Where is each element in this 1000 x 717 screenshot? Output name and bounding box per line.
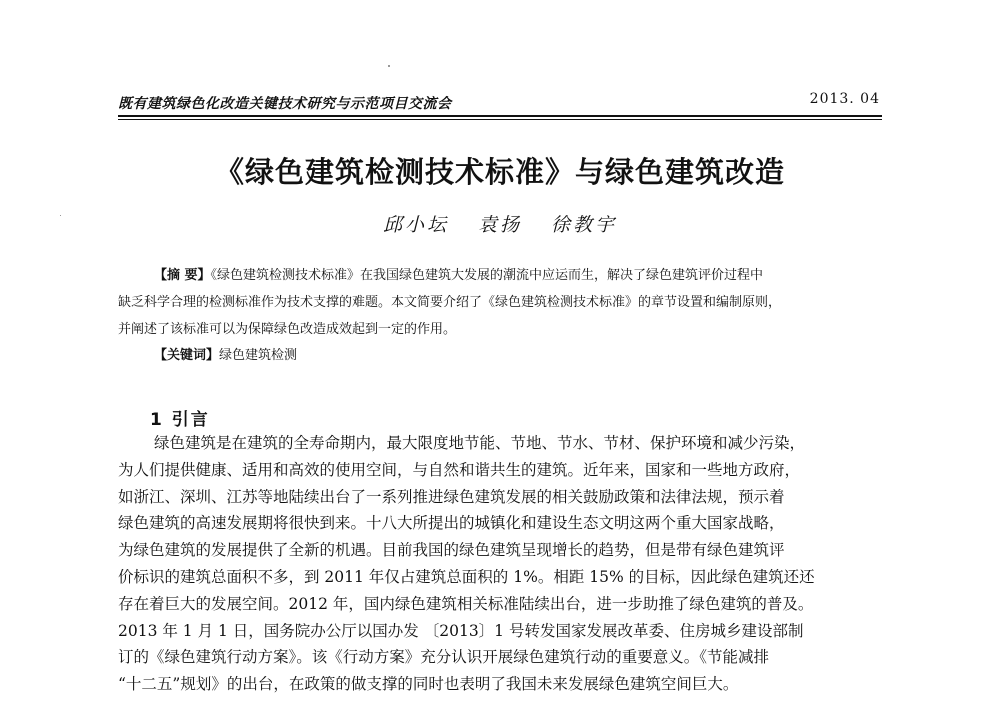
body-line: “十二五”规划》的出台，在政策的做支撑的同时也表明了我国未来发展绿色建筑空间巨大。 — [118, 675, 739, 694]
keywords — [154, 344, 297, 363]
keywords-text: 绿色建筑检测 — [219, 348, 298, 363]
body-line: 2013 年 1 月 1 日，国务院办公厅以国办发 〔2013〕1 号转发国家发展改革委、住房城乡建设部制 — [118, 621, 804, 640]
body-line: 如浙江、深圳、江苏等地陆续出台了一系列推进绿色建筑发展的相关鼓励政策和法律法规，预示着 — [118, 487, 785, 506]
header-rule-thick — [118, 115, 882, 117]
body-line: 存在着巨大的发展空间。2012 年，国内绿色建筑相关标准陆续出台，进一步助推了绿色建筑的普及。 — [118, 594, 814, 613]
author-list: 邱小坛 袁扬 徐教宇 — [382, 214, 618, 236]
section-heading: 1 引言 — [150, 410, 210, 430]
abstract-line — [118, 262, 884, 289]
body-line: 订的《绿色建筑行动方案》。该《行动方案》充分认识开展绿色建筑行动的重要意义。《节能减排 — [118, 648, 770, 667]
abstract-text: 《绿色建筑检测技术标准》在我国绿色建筑大发展的潮流中应运而生，解决了绿色建筑评价过程中 — [210, 268, 764, 283]
header-rule-thin — [118, 119, 882, 120]
abstract-block — [118, 262, 884, 343]
issue-date: 2013. 04 — [809, 91, 880, 107]
body-line: 为人们提供健康、适用和高效的使用空间，与自然和谐共生的建筑。近年来，国家和一些地方政府， — [118, 460, 801, 479]
keywords-label: 【关键词】 — [154, 348, 220, 363]
abstract-line: 缺乏科学合理的检测标准作为技术支撑的难题。本文简要介绍了《绿色建筑检测技术标准》的章节设置和编制原则， — [118, 295, 782, 310]
body-line: 价标识的建筑总面积不多，到 2011 年仅占建筑总面积的 1%。相距 15% 的目标，因此绿色建筑还还 — [118, 567, 815, 586]
scan-speck — [388, 65, 390, 67]
abstract-label: 【摘 要】 — [154, 268, 211, 283]
paper-title: 《绿色建筑检测技术标准》与绿色建筑改造 — [214, 155, 785, 189]
body-line: 为绿色建筑的发展提供了全新的机遇。目前我国的绿色建筑呈现增长的趋势，但是带有绿色建筑评 — [118, 541, 785, 560]
abstract-line: 并阐述了该标准可以为保障绿色改造成效起到一定的作用。 — [118, 322, 457, 337]
body-line: 绿色建筑的高速发展期将很快到来。十八大所提出的城镇化和建设生态文明这两个重大国家战略， — [118, 514, 785, 533]
body-line: 绿色建筑是在建筑的全寿命期内，最大限度地节能、节地、节水、节材、保护环境和减少污染， — [154, 434, 806, 452]
section-body — [118, 430, 884, 698]
journal-header: 既有建筑绿色化改造关键技术研究与示范项目交流会 — [118, 96, 452, 112]
